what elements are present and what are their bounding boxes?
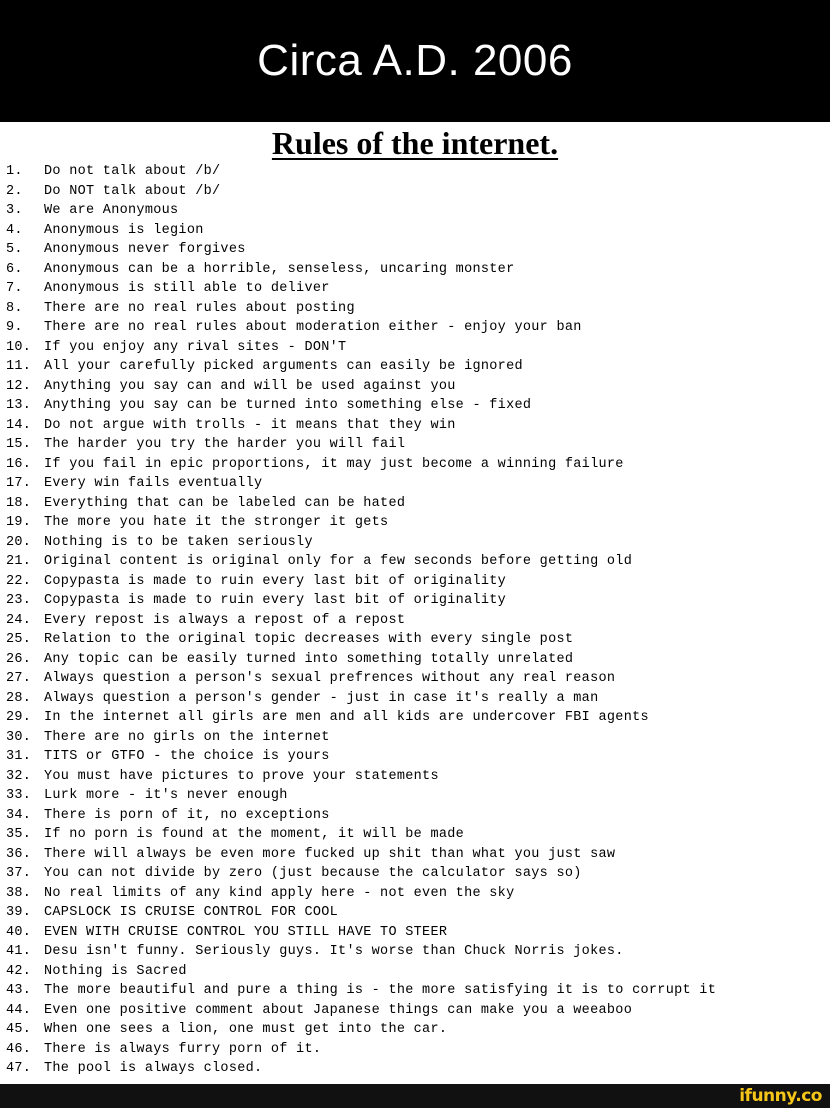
rule-number: 14. (6, 417, 32, 433)
rule-item (6, 221, 716, 241)
rule-number: 12. (6, 378, 32, 394)
rule-text: The harder you try the harder you will fail (44, 437, 406, 452)
rule-item (6, 825, 716, 845)
rule-number: 15. (6, 437, 32, 452)
rule-item (6, 240, 716, 260)
rule-item (6, 455, 716, 475)
rule-item (6, 416, 716, 436)
rule-text: When one sees a lion, one must get into the car. (44, 1022, 448, 1037)
document-title-text: Rules of the internet. (271, 125, 559, 161)
rule-text: The more you hate it the stronger it gets (44, 515, 389, 530)
rule-text: Anonymous never forgives (44, 242, 246, 257)
rule-number: 21. (6, 554, 32, 569)
rule-text: There will always be even more fucked up shit than what you just saw (44, 846, 616, 862)
rule-item (6, 162, 716, 182)
rule-number: 36. (6, 846, 32, 862)
rule-number: 2. (6, 183, 23, 199)
rule-text: We are Anonymous (44, 203, 179, 218)
rule-number: 43. (6, 983, 32, 998)
rules-list (6, 162, 716, 1079)
rule-item (6, 923, 716, 943)
rule-text: Copypasta is made to ruin every last bit of originality (44, 573, 507, 589)
rule-number: 29. (6, 710, 32, 725)
rule-text: Copypasta is made to ruin every last bit of originality (44, 593, 507, 608)
rule-number: 6. (6, 261, 23, 277)
rule-item (6, 591, 716, 611)
rule-item (6, 786, 716, 806)
rule-number: 20. (6, 534, 32, 550)
rule-text: If no porn is found at the moment, it will be made (44, 827, 465, 842)
rule-text: You can not divide by zero (just because the calculator says so) (44, 866, 582, 881)
rule-text: There are no real rules about posting (44, 300, 355, 316)
rule-number: 13. (6, 398, 32, 413)
rule-number: 28. (6, 690, 32, 706)
ifunny-watermark: ifunny.co (739, 1086, 822, 1106)
rule-number: 26. (6, 651, 32, 667)
rule-number: 7. (6, 281, 23, 296)
rule-text: If you enjoy any rival sites - DON'T (44, 339, 347, 355)
rule-item (6, 572, 716, 592)
rule-text: Every repost is always a repost of a repost (44, 612, 406, 628)
rule-number: 32. (6, 768, 32, 784)
rule-number: 16. (6, 456, 32, 472)
rule-number: 34. (6, 807, 32, 823)
rule-number: 44. (6, 1002, 32, 1018)
rule-item (6, 942, 716, 962)
rule-item (6, 435, 716, 455)
rule-item (6, 611, 716, 631)
rule-number: 46. (6, 1041, 32, 1057)
rule-item (6, 318, 716, 338)
rule-text: There are no girls on the internet (44, 729, 330, 745)
rule-text: There is porn of it, no exceptions (44, 807, 330, 823)
rule-number: 42. (6, 963, 32, 979)
rule-item (6, 1001, 716, 1021)
rule-text: Do not talk about /b/ (44, 164, 221, 179)
rule-text: Original content is original only for a few seconds before getting old (44, 554, 633, 569)
rule-number: 27. (6, 671, 32, 686)
rule-text: Lurk more - it's never enough (44, 788, 288, 803)
rule-item (6, 494, 716, 514)
rule-text: Everything that can be labeled can be hated (44, 495, 406, 511)
rule-text: Always question a person's sexual prefrences without any real reason (44, 671, 616, 686)
rule-text: No real limits of any kind apply here - not even the sky (44, 885, 515, 901)
rule-text: There is always furry porn of it. (44, 1041, 322, 1057)
rule-item (6, 182, 716, 202)
rule-item (6, 903, 716, 923)
rule-number: 9. (6, 320, 23, 335)
rule-number: 17. (6, 476, 32, 491)
rule-number: 30. (6, 729, 32, 745)
rule-item (6, 689, 716, 709)
rule-text: Anything you say can and will be used against you (44, 378, 456, 394)
rule-number: 33. (6, 788, 32, 803)
rule-item (6, 396, 716, 416)
rule-number: 10. (6, 339, 32, 355)
rule-text: All your carefully picked arguments can easily be ignored (44, 359, 523, 374)
rule-number: 39. (6, 905, 32, 920)
rule-item (6, 513, 716, 533)
rule-text: You must have pictures to prove your statements (44, 768, 439, 784)
rule-text: If you fail in epic proportions, it may just become a winning failure (44, 456, 624, 472)
rule-text: Do not argue with trolls - it means that they win (44, 417, 456, 433)
rule-item (6, 806, 716, 826)
rule-text: Even one positive comment about Japanese things can make you a weeaboo (44, 1002, 633, 1018)
rule-number: 23. (6, 593, 32, 608)
rule-text: In the internet all girls are men and all kids are undercover FBI agents (44, 710, 649, 725)
rule-item (6, 338, 716, 358)
rule-item (6, 728, 716, 748)
document-title (0, 121, 830, 165)
rule-number: 11. (6, 359, 32, 374)
rule-number: 19. (6, 515, 32, 530)
rule-item (6, 299, 716, 319)
rule-text: Always question a person's gender - just in case it's really a man (44, 690, 599, 706)
rule-text: Desu isn't funny. Seriously guys. It's worse than Chuck Norris jokes. (44, 944, 624, 959)
rule-number: 5. (6, 242, 23, 257)
rule-text: Every win fails eventually (44, 476, 263, 491)
rule-item (6, 884, 716, 904)
footer-bar (0, 1084, 830, 1108)
rule-item (6, 1040, 716, 1060)
rule-item (6, 1059, 716, 1079)
rule-number: 24. (6, 612, 32, 628)
rule-text: Nothing is Sacred (44, 963, 187, 979)
rule-text: The pool is always closed. (44, 1061, 263, 1076)
rule-number: 3. (6, 203, 23, 218)
rule-item (6, 864, 716, 884)
rule-item (6, 669, 716, 689)
rule-item (6, 260, 716, 280)
rule-item (6, 377, 716, 397)
rule-item (6, 845, 716, 865)
rule-number: 35. (6, 827, 32, 842)
rule-number: 18. (6, 495, 32, 511)
caption-banner (0, 0, 830, 122)
rule-text: The more beautiful and pure a thing is - the more satisfying it is to corrupt it (44, 983, 717, 998)
rule-item (6, 650, 716, 670)
rule-number: 45. (6, 1022, 32, 1037)
rule-number: 40. (6, 924, 32, 940)
rule-text: CAPSLOCK IS CRUISE CONTROL FOR COOL (44, 905, 339, 920)
rule-text: Anything you say can be turned into something else - fixed (44, 398, 532, 413)
rule-item (6, 201, 716, 221)
rule-item (6, 357, 716, 377)
rule-item (6, 962, 716, 982)
rule-item (6, 279, 716, 299)
rule-text: Any topic can be easily turned into something totally unrelated (44, 651, 574, 667)
rule-number: 38. (6, 885, 32, 901)
rule-number: 47. (6, 1061, 32, 1076)
rule-item (6, 552, 716, 572)
rule-number: 1. (6, 164, 23, 179)
rule-text: Do NOT talk about /b/ (44, 183, 221, 199)
rule-item (6, 630, 716, 650)
caption-text: Circa A.D. 2006 (257, 36, 573, 85)
rule-number: 4. (6, 222, 23, 238)
rule-text: Relation to the original topic decreases with every single post (44, 632, 574, 647)
rule-number: 8. (6, 300, 23, 316)
rule-number: 31. (6, 749, 32, 764)
rule-number: 22. (6, 573, 32, 589)
rule-text: Anonymous can be a horrible, senseless, uncaring monster (44, 261, 515, 277)
rule-item (6, 767, 716, 787)
rule-text: Anonymous is still able to deliver (44, 281, 330, 296)
rule-item (6, 708, 716, 728)
rule-text: Nothing is to be taken seriously (44, 534, 313, 550)
rule-number: 37. (6, 866, 32, 881)
rule-item (6, 533, 716, 553)
rule-text: Anonymous is legion (44, 222, 204, 238)
rule-item (6, 1020, 716, 1040)
rule-item (6, 747, 716, 767)
rule-number: 25. (6, 632, 32, 647)
rule-number: 41. (6, 944, 32, 959)
rule-text: There are no real rules about moderation either - enjoy your ban (44, 320, 582, 335)
rule-text: EVEN WITH CRUISE CONTROL YOU STILL HAVE TO STEER (44, 924, 448, 940)
rule-text: TITS or GTFO - the choice is yours (44, 749, 330, 764)
rule-item (6, 981, 716, 1001)
rule-item (6, 474, 716, 494)
